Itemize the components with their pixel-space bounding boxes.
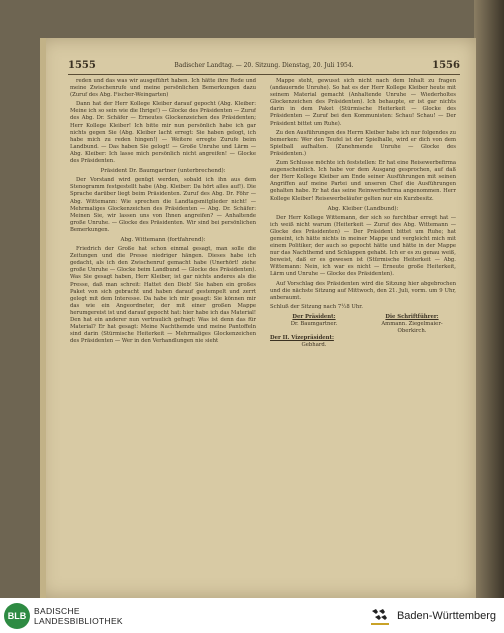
vice-president-name: Gebhard. <box>301 342 327 349</box>
left-page-number: 1555 <box>68 59 96 71</box>
secretaries-heading: Die Schriftführer: <box>385 313 439 320</box>
paragraph: Zum Schlusse möchte ich feststellen: Er hat eine Reisewerbefirma augenscheinlich. Ich habe vor dem Ausgang gesprochen, auf daß der Herr Kollege Kleiber am Ende seiner Ausführungen mit seinen Angriffen auf meine Partei und unseren Chef die Ausführungen gehalten habe. Er hat das seine Reinwerbefirma angenommen. Herr Kollege Kleiber! Reisewerbeläufer gelten nur ein Kurzbesitz. <box>270 160 456 202</box>
bw-name: Baden-Württemberg <box>396 609 496 622</box>
spacer <box>368 342 456 349</box>
paragraph: Der Vorstand wird genügt werden, sobald ich ihn aus dem Stenogramm festgestellt habe (Abg. Kleiber: Da hört alles auf!). Die Sprache darüber liegt beim Präsidenten. Zuruf des Abg. Dr. Föhr — Abg. Wittemann: Wie sprechen die Landtagsmitglieder nicht! — Mehrmaliges Glockenzeichen des Präsidenten — Abg. Dr. Schäfer: Meinen Sie, wir lassen uns von Ihnen angreifen? — Anhaltende große Unruhe. — Glocke des Präsidenten. Wir sind bei persönlichen Bemerkungen. <box>70 177 256 233</box>
page-edge <box>40 38 46 598</box>
lions-crest-icon <box>369 605 391 627</box>
paragraph: Friedrich der Große hat schon einmal gesagt, man solle die Zeitungen und die Presse niedriger hängen. Dieses habe ich gedacht, als ich den Zwischenruf gemacht habe (Unerhört! ziehe große Unruhe — Glocke beim Landbund — Glocke des Präsidenten). Was Sie gesagt haben, Herr Kleiber, ist gar nichts anderes als die Presse, daß man schreit: Hattet den Dieb! Sie haben ein großes Paket von sich gebracht und haben darauf gestempelt und zerrt gelegt mit dem Interesse. Da habe ich mir gesagt: Sie können mir das wie ein Angeordneter, der mit einer großen Mappe herumgereist ist und darauf gepocht hat: hier habe ich das Material! Den hat ein anderer nun vertraulich gefragt: Was ist denn das für Material? Er hat gesagt: Meine Nachthemde und meine Pantoffeln sind darin (Stürmische Heiterkeit — Mehrmaliges Glockenzeichen des Präsidenten — Wer in den Verhandlungen nie sieht <box>70 246 256 345</box>
paragraph: reden und das was wir ausgeführt haben. Ich hätte ihre Rede und meine Zwischenrufe und meine persönlichen Bemerkungen dazu (Zuruf des Abg. Fischer-Weingarten) <box>70 78 256 99</box>
speaker-heading: Abg. Wittemann (fortfahrend): <box>120 236 206 243</box>
page-header <box>68 58 460 72</box>
paragraph: Zu den Ausführungen des Herrn Kleiber habe ich nur folgendes zu bemerken: Wer den Teufel ist der Spielhalle, wird er dich von dem Spielball aufhalten. (Zunehmende Unruhe — Glocke des Präsidenten.) <box>270 129 456 157</box>
paragraph: Dann hat der Herr Kollege Kleiber darauf gepocht (Abg. Kleiber: Meine ich so sein wie die Ihrige!) — Glocke des Präsidenten — Zuruf des Abg. Dr. Schäfer — Erneutes Glockenzeichen des Präsidenten; Herr Kollege Kleiber! Ich bitte mir nun persönlich habe ich gar nichts gegen Sie (Abg. Kleiber lacht erregt: Sie haben gelogt, ich habe mich zu reden hingen!) — Weitere erregte Zurufe beim Landbund. — Das haben Sie gelogt! — Große Unruhe und Lärm — Abg. Kleiber: Ich lasse mich persönlich nicht angreifen! — Glocke des Präsidenten. <box>70 101 256 165</box>
speaker-heading: Präsident Dr. Baumgartner (unterbrechend): <box>100 168 226 175</box>
signature-block <box>270 314 456 349</box>
spacer <box>368 335 456 342</box>
footer-bar <box>0 598 504 633</box>
left-column <box>70 78 256 528</box>
paragraph: Mappe steht, gewusst sich nicht nach dem Inhalt zu fragen (andauernde Unruhe). So hat es der Herr Kollege Kleiber heute mit seinem Material gemacht (Anhaltende Unruhe — Wiederholtes Glockenzeichen des Präsidenten). Ich behaupte, er ist gar nichts darin in dem Paket (Stürmische Heiterkeit — Glocke des Präsidenten — Zuruf bei den Kommunisten: Schau! Schau! — Der Präsident bittet um Ruhe). <box>270 78 456 127</box>
president-name: Dr. Baumgartner. <box>290 321 338 327</box>
blb-logo-link[interactable] <box>4 603 123 629</box>
paragraph: Auf Vorschlag des Präsidenten wird die Sitzung hier abgebrochen und die nächste Sitzung auf Mittwoch, den 21. Juli, vorm. um 9 Uhr, anberaumt. <box>270 280 456 301</box>
paragraph: Schluß der Sitzung nach 7½8 Uhr. <box>270 303 363 310</box>
right-column <box>270 78 456 528</box>
secretaries-names: Ammann. Ziegelmaier-Oberkirch. <box>381 321 443 335</box>
speaker-heading: Abg. Kleiber (Landbund): <box>327 205 399 212</box>
blb-line1: BADISCHE <box>34 605 80 616</box>
vice-president-heading: Der II. Vizepräsident: <box>270 335 334 342</box>
blb-logo-icon: BLB <box>4 603 30 629</box>
bw-logo-link[interactable] <box>369 605 496 627</box>
blb-line2: LANDESBIBLIOTHEK <box>34 615 123 626</box>
paragraph: Der Herr Kollege Wittemann, der sich so furchtbar erregt hat — ich weiß nicht warum (Heiterkeit — Zuruf des Abg. Wittemann — Glocke des Präsidenten) — Der Präsident bittet um Ruhe; hat gemeint, ich hätte nichts in meiner Mappe und vergleicht mich mit einem Politiker, der auch so gepocht hätte und hätte in der Mappe nur das Nachthemd und Schlappen gehabt. Ich er es zu genau weiß, beweist, daß er es gewesen ist (Stürmische Heiterkeit — Abg. Wittemann: Nein, ich war es nicht — Erneute große Heiterkeit, Lärm und Unruhe — Glocke des Präsidenten). <box>270 214 456 278</box>
header-title: Badischer Landtag. — 20. Sitzung. Dienstag, 20. Juli 1954. <box>174 61 354 69</box>
right-page-number: 1556 <box>432 59 460 71</box>
president-heading: Der Präsident: <box>292 313 336 320</box>
blb-name <box>34 606 123 626</box>
header-rule <box>68 74 460 75</box>
